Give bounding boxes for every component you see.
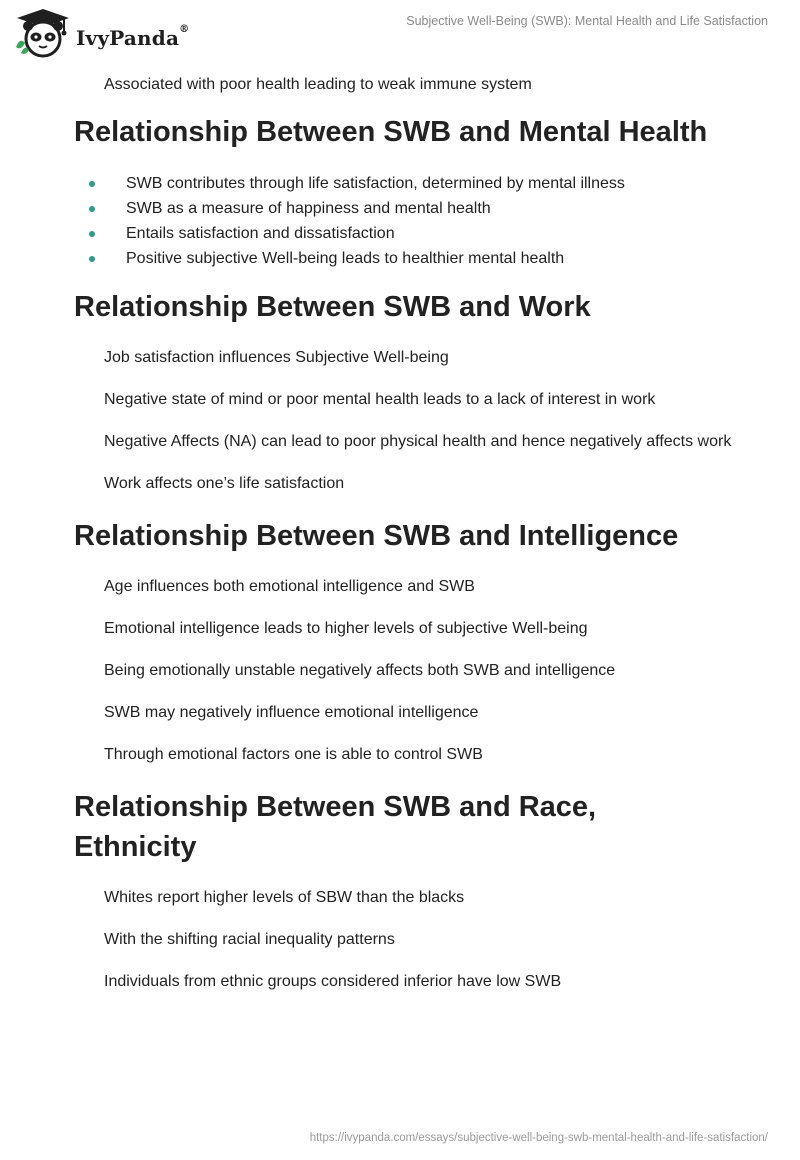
bullet-item: SWB as a measure of happiness and mental health bbox=[74, 196, 734, 221]
paragraph: Through emotional factors one is able to control SWB bbox=[104, 746, 483, 763]
brand-name: IvyPanda® bbox=[76, 24, 190, 50]
bullet-item: Entails satisfaction and dissatisfaction bbox=[74, 221, 734, 246]
source-url-link[interactable]: https://ivypanda.com/essays/subjective-well-being-swb-mental-health-and-life-satisfaction/ bbox=[309, 1132, 768, 1144]
paragraph: Negative state of mind or poor mental health leads to a lack of interest in work bbox=[104, 391, 656, 408]
bullet-item: SWB contributes through life satisfaction, determined by mental illness bbox=[74, 171, 734, 196]
paragraph: Individuals from ethnic groups considered inferior have low SWB bbox=[104, 973, 562, 990]
section-heading: Relationship Between SWB and Intelligence bbox=[74, 520, 679, 552]
paragraph: SWB may negatively influence emotional intelligence bbox=[104, 704, 479, 721]
document-title: Subjective Well-Being (SWB): Mental Health and Life Satisfaction bbox=[406, 14, 768, 28]
section-race-ethnicity bbox=[74, 787, 734, 994]
paragraph: With the shifting racial inequality patterns bbox=[104, 931, 395, 948]
section-mental-health bbox=[74, 112, 734, 271]
section-heading: Relationship Between SWB and Work bbox=[74, 291, 591, 323]
section-heading: Relationship Between SWB and Mental Health bbox=[74, 116, 708, 148]
paragraph: Whites report higher levels of SBW than the blacks bbox=[104, 889, 465, 906]
paragraph: Work affects one’s life satisfaction bbox=[104, 475, 345, 492]
bullet-list bbox=[74, 171, 734, 271]
section-intelligence bbox=[74, 516, 734, 767]
paragraph: Age influences both emotional intelligence and SWB bbox=[104, 578, 475, 595]
page-header bbox=[0, 0, 800, 64]
section-work bbox=[74, 287, 734, 496]
intro-paragraph: Associated with poor health leading to weak immune system bbox=[104, 76, 532, 93]
paragraph: Job satisfaction influences Subjective Well-being bbox=[104, 349, 449, 366]
paragraph: Negative Affects (NA) can lead to poor physical health and hence negatively affects work bbox=[104, 433, 732, 450]
paragraph: Emotional intelligence leads to higher levels of subjective Well-being bbox=[104, 620, 588, 637]
essay-content bbox=[74, 72, 734, 1014]
bullet-item: Positive subjective Well-being leads to healthier mental health bbox=[74, 246, 734, 271]
paragraph: Being emotionally unstable negatively affects both SWB and intelligence bbox=[104, 662, 616, 679]
ivypanda-logo[interactable] bbox=[13, 7, 193, 59]
panda-graduate-logo-icon bbox=[13, 7, 73, 59]
section-heading: Relationship Between SWB and Race, Ethnicity bbox=[74, 791, 597, 863]
